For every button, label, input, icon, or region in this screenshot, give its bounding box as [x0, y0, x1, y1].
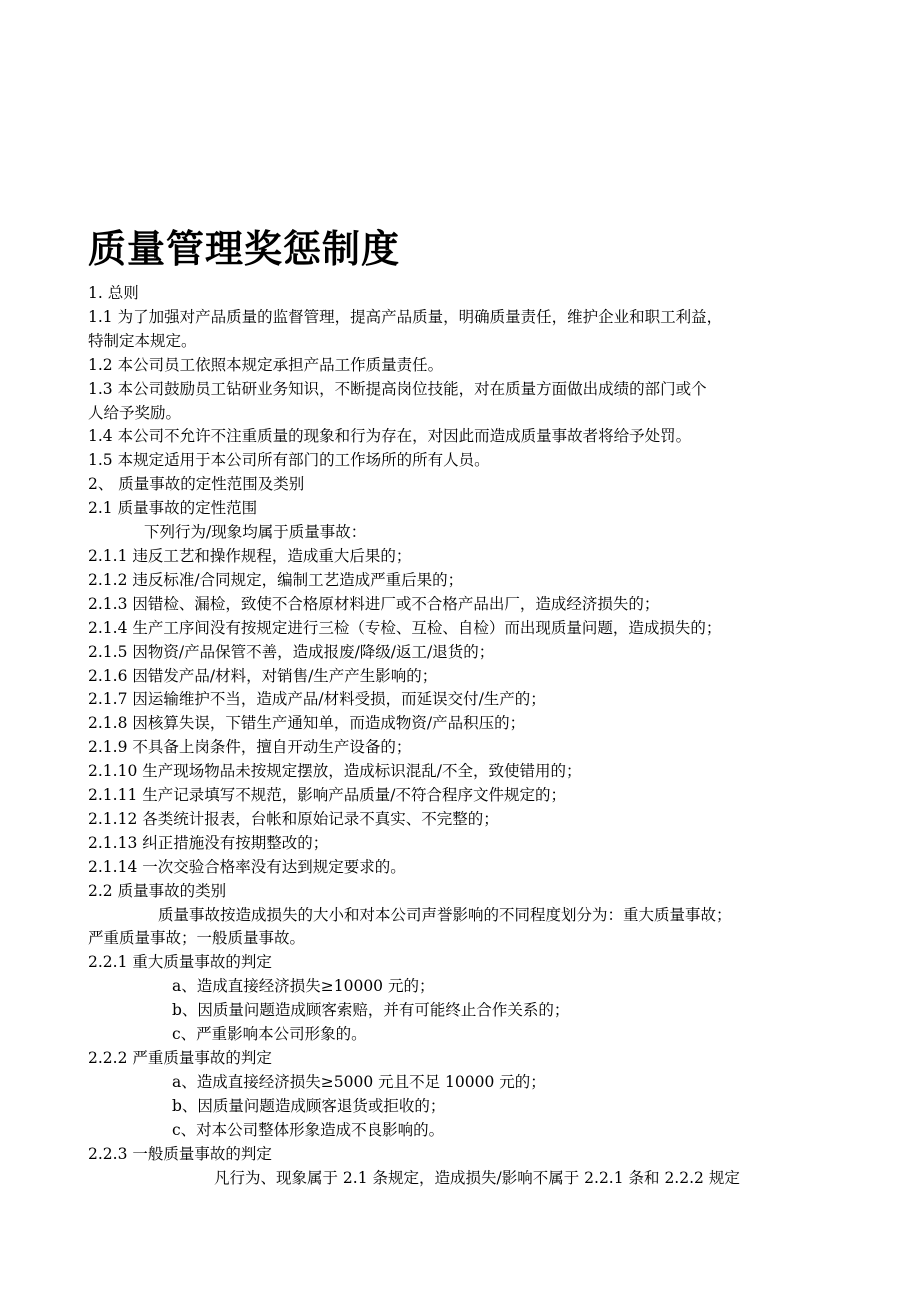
list-item: c、对本公司整体形象造成不良影响的。: [172, 1120, 445, 1139]
list-item: 2.1.14 一次交验合格率没有达到规定要求的。: [88, 857, 406, 876]
list-item: 2.1.2 违反标准/合同规定，编制工艺造成严重后果的；: [88, 570, 464, 589]
list-item: 2.1.6 因错发产品/材料，对销售/生产产生影响的；: [88, 666, 438, 685]
paragraph-line: 特制定本规定。: [88, 331, 197, 350]
list-item: a、造成直接经济损失≥5000 元且不足 10000 元的；: [172, 1072, 546, 1091]
list-item: 2.1.7 因运输维护不当，造成产品/材料受损，而延误交付/生产的；: [88, 690, 546, 709]
paragraph-line: 1.2 本公司员工依照本规定承担产品工作质量责任。: [88, 355, 444, 374]
list-item: 2.1.5 因物资/产品保管不善，造成报废/降级/返工/退货的；: [88, 642, 495, 661]
list-item: 2.1.8 因核算失误，下错生产通知单，而造成物资/产品积压的；: [88, 714, 526, 733]
subsection-heading: 2.2.3 一般质量事故的判定: [88, 1144, 272, 1163]
paragraph-line: 1.3 本公司鼓励员工钻研业务知识，不断提高岗位技能，对在质量方面做出成绩的部门或个: [88, 379, 707, 398]
list-item: 2.1.4 生产工序间没有按规定进行三检（专检、互检、自检）而出现质量问题，造成损失的；: [88, 618, 722, 637]
paragraph-line: 1.4 本公司不允许不注重质量的现象和行为存在，对因此而造成质量事故者将给予处罚。: [88, 427, 692, 446]
list-item: 2.1.12 各类统计报表，台帐和原始记录不真实、不完整的；: [88, 809, 499, 828]
list-item: 2.1.10 生产现场物品未按规定摆放，造成标识混乱/不全，致使错用的；: [88, 762, 582, 781]
section-heading: 1. 总则: [88, 284, 139, 302]
subsection-heading: 2.1 质量事故的定性范围: [88, 499, 258, 518]
list-item: 2.1.3 因错检、漏检，致使不合格原材料进厂或不合格产品出厂，造成经济损失的；: [88, 594, 660, 613]
subsection-heading: 2.2.2 严重质量事故的判定: [88, 1049, 272, 1067]
list-item: c、严重影响本公司形象的。: [172, 1025, 367, 1044]
paragraph-line: 质量事故按造成损失的大小和对本公司声誉影响的不同程度划分为：重大质量事故；: [158, 905, 732, 924]
list-item: 2.1.13 纠正措施没有按期整改的；: [88, 833, 329, 852]
section-heading: 2、 质量事故的定性范围及类别: [88, 475, 305, 494]
paragraph-line: 人给予奖励。: [88, 403, 182, 422]
list-item: 2.1.9 不具备上岗条件，擅自开动生产设备的；: [88, 738, 412, 757]
list-item: b、因质量问题造成顾客退货或拒收的；: [172, 1096, 446, 1115]
paragraph-line: 凡行为、现象属于 2.1 条规定，造成损失/影响不属于 2.2.1 条和 2.2.2 规定: [214, 1168, 740, 1187]
document-title: 质量管理奖惩制度: [88, 226, 401, 271]
paragraph-line: 1.1 为了加强对产品质量的监督管理，提高产品质量，明确质量责任，维护企业和职工利益，: [88, 307, 723, 326]
document-body: [88, 282, 836, 1190]
paragraph-line: 下列行为/现象均属于质量事故：: [144, 523, 367, 542]
list-item: 2.1.11 生产记录填写不规范，影响产品质量/不符合程序文件规定的；: [88, 786, 566, 805]
paragraph-line: 严重质量事故；一般质量事故。: [88, 929, 306, 948]
paragraph-line: 1.5 本规定适用于本公司所有部门的工作场所的所有人员。: [88, 451, 490, 470]
subsection-heading: 2.2.1 重大质量事故的判定: [88, 953, 272, 972]
subsection-heading: 2.2 质量事故的类别: [88, 881, 227, 900]
list-item: a、造成直接经济损失≥10000 元的；: [172, 977, 435, 996]
list-item: b、因质量问题造成顾客索赔，并有可能终止合作关系的；: [172, 1001, 570, 1020]
list-item: 2.1.1 违反工艺和操作规程，造成重大后果的；: [88, 546, 412, 565]
